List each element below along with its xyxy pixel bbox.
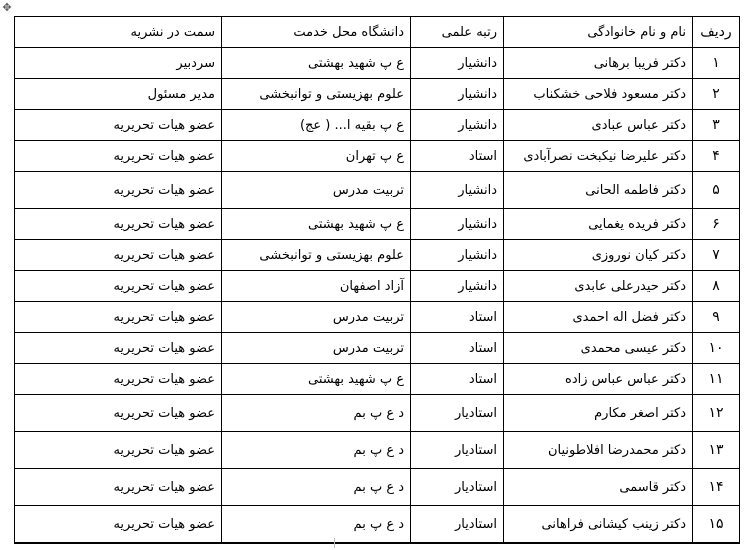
cell-rank: دانشیار bbox=[411, 110, 504, 141]
table-row bbox=[15, 48, 740, 79]
cell-role: عضو هیات تحریریه bbox=[15, 110, 222, 141]
cell-university: ع پ بقیه ا... ( عج) bbox=[222, 110, 411, 141]
cell-index: ۱۰ bbox=[693, 333, 740, 364]
cell-rank: دانشیار bbox=[411, 240, 504, 271]
cell-index: ۷ bbox=[693, 240, 740, 271]
cell-name: دکتر فضل اله احمدی bbox=[504, 302, 693, 333]
cell-index: ۲ bbox=[693, 79, 740, 110]
cell-university: تربیت مدرس bbox=[222, 333, 411, 364]
cell-index: ۱۵ bbox=[693, 506, 740, 544]
table-row bbox=[15, 364, 740, 395]
cell-rank: دانشیار bbox=[411, 271, 504, 302]
table-row bbox=[15, 172, 740, 209]
cell-name: دکتر عیسی محمدی bbox=[504, 333, 693, 364]
cell-university: د ع پ بم bbox=[222, 506, 411, 544]
cell-university: علوم بهزیستی و توانبخشی bbox=[222, 79, 411, 110]
cell-name: دکتر فریده یغمایی bbox=[504, 209, 693, 240]
cell-university: ع پ شهید بهشتی bbox=[222, 48, 411, 79]
cell-index: ۱۳ bbox=[693, 432, 740, 469]
cell-role: عضو هیات تحریریه bbox=[15, 395, 222, 432]
cell-rank: دانشیار bbox=[411, 172, 504, 209]
cell-rank: استادیار bbox=[411, 506, 504, 544]
cell-index: ۸ bbox=[693, 271, 740, 302]
cell-name: دکتر کیان نوروزی bbox=[504, 240, 693, 271]
table-row bbox=[15, 395, 740, 432]
table-move-handle-icon[interactable]: ✥ bbox=[2, 1, 12, 14]
cell-rank: استاد bbox=[411, 302, 504, 333]
table-row bbox=[15, 333, 740, 364]
table-header-row bbox=[15, 17, 740, 48]
cell-role: عضو هیات تحریریه bbox=[15, 333, 222, 364]
cell-name: دکتر قاسمی bbox=[504, 469, 693, 506]
cell-index: ۹ bbox=[693, 302, 740, 333]
table-row bbox=[15, 469, 740, 506]
cell-role: عضو هیات تحریریه bbox=[15, 364, 222, 395]
table-row bbox=[15, 271, 740, 302]
cell-university: آزاد اصفهان bbox=[222, 271, 411, 302]
editorial-board-table bbox=[14, 16, 740, 544]
cell-role: مدیر مسئول bbox=[15, 79, 222, 110]
header-university: دانشگاه محل خدمت bbox=[222, 17, 411, 48]
cell-rank: استادیار bbox=[411, 432, 504, 469]
cell-name: دکتر محمدرضا افلاطونیان bbox=[504, 432, 693, 469]
cell-role: سردبیر bbox=[15, 48, 222, 79]
cell-rank: استاد bbox=[411, 333, 504, 364]
cell-role: عضو هیات تحریریه bbox=[15, 506, 222, 544]
cell-university: ع پ شهید بهشتی bbox=[222, 364, 411, 395]
cell-name: دکتر زینب کیشانی فراهانی bbox=[504, 506, 693, 544]
cell-name: دکتر فاطمه الحانی bbox=[504, 172, 693, 209]
cell-rank: دانشیار bbox=[411, 48, 504, 79]
cell-university: د ع پ بم bbox=[222, 469, 411, 506]
cell-university: د ع پ بم bbox=[222, 395, 411, 432]
cell-index: ۵ bbox=[693, 172, 740, 209]
cell-rank: استاد bbox=[411, 364, 504, 395]
cell-rank: دانشیار bbox=[411, 79, 504, 110]
cell-rank: استادیار bbox=[411, 395, 504, 432]
cell-index: ۶ bbox=[693, 209, 740, 240]
cell-name: دکتر حیدرعلی عابدی bbox=[504, 271, 693, 302]
table-row bbox=[15, 110, 740, 141]
table-row bbox=[15, 302, 740, 333]
table-row bbox=[15, 141, 740, 172]
cell-index: ۱۴ bbox=[693, 469, 740, 506]
cell-name: دکتر فریبا برهانی bbox=[504, 48, 693, 79]
cell-index: ۱ bbox=[693, 48, 740, 79]
header-index: ردیف bbox=[693, 17, 740, 48]
cell-role: عضو هیات تحریریه bbox=[15, 302, 222, 333]
cell-role: عضو هیات تحریریه bbox=[15, 271, 222, 302]
cell-index: ۱۱ bbox=[693, 364, 740, 395]
header-role: سمت در نشریه bbox=[15, 17, 222, 48]
cell-rank: استاد bbox=[411, 141, 504, 172]
text-cursor-mark bbox=[334, 538, 335, 548]
cell-rank: دانشیار bbox=[411, 209, 504, 240]
cell-name: دکتر عباس عباس زاده bbox=[504, 364, 693, 395]
cell-name: دکتر مسعود فلاحی خشکناب bbox=[504, 79, 693, 110]
cell-university: علوم بهزیستی و توانبخشی bbox=[222, 240, 411, 271]
header-name: نام و نام خانوادگی bbox=[504, 17, 693, 48]
table-row bbox=[15, 79, 740, 110]
table-row bbox=[15, 209, 740, 240]
cell-university: د ع پ بم bbox=[222, 432, 411, 469]
cell-university: تربیت مدرس bbox=[222, 302, 411, 333]
cell-role: عضو هیات تحریریه bbox=[15, 240, 222, 271]
cell-role: عضو هیات تحریریه bbox=[15, 469, 222, 506]
cell-index: ۱۲ bbox=[693, 395, 740, 432]
cell-name: دکتر عباس عبادی bbox=[504, 110, 693, 141]
cell-university: تربیت مدرس bbox=[222, 172, 411, 209]
cell-name: دکتر اصغر مکارم bbox=[504, 395, 693, 432]
cell-university: ع پ شهید بهشتی bbox=[222, 209, 411, 240]
cell-role: عضو هیات تحریریه bbox=[15, 432, 222, 469]
cell-role: عضو هیات تحریریه bbox=[15, 209, 222, 240]
cell-rank: استادیار bbox=[411, 469, 504, 506]
cell-role: عضو هیات تحریریه bbox=[15, 141, 222, 172]
cell-index: ۴ bbox=[693, 141, 740, 172]
table-row bbox=[15, 432, 740, 469]
header-rank: رتبه علمی bbox=[411, 17, 504, 48]
table-row bbox=[15, 506, 740, 544]
cell-name: دکتر علیرضا نیکبخت نصرآبادی bbox=[504, 141, 693, 172]
cell-index: ۳ bbox=[693, 110, 740, 141]
table-row bbox=[15, 240, 740, 271]
cell-role: عضو هیات تحریریه bbox=[15, 172, 222, 209]
cell-university: ع پ تهران bbox=[222, 141, 411, 172]
